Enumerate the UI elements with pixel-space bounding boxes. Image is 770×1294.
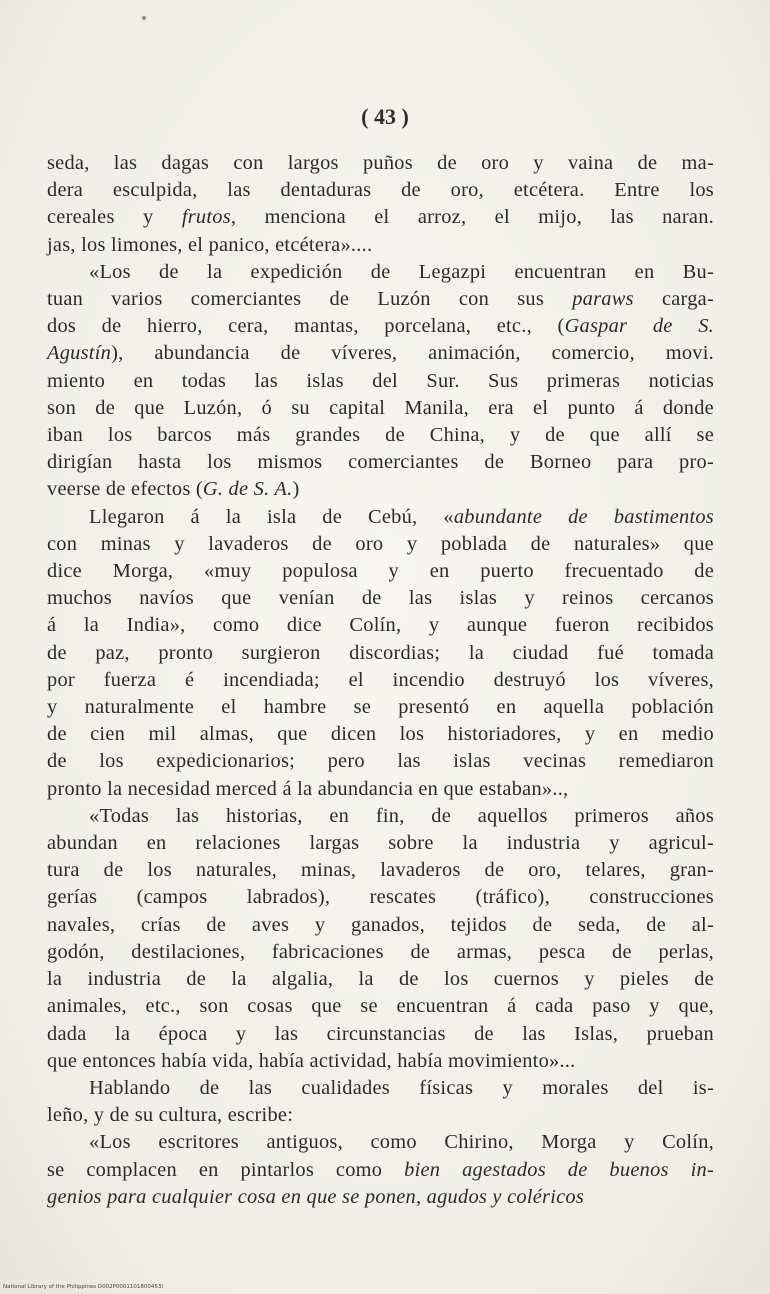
text-line — [47, 612, 714, 639]
text-span: «Todas las historias, en fin, de aquellos primeros años — [89, 804, 714, 827]
text-span: con minas y lavaderos de oro y poblada de naturales» que — [47, 532, 714, 555]
text-line — [47, 776, 714, 803]
text-span: godón, destilaciones, fabricaciones de armas, pesca de perlas, — [47, 940, 714, 963]
text-span: que entonces había vida, había actividad, había movimiento»... — [47, 1049, 576, 1072]
text-span: de paz, pronto surgieron discordias; la ciudad fué tomada — [47, 641, 714, 664]
text-span: seda, las dagas con largos puños de oro y vaina de ma- — [47, 152, 714, 174]
text-span: Llegaron á la isla de Cebú, « — [89, 505, 454, 528]
text-line — [47, 204, 714, 231]
text-span: leño, y de su cultura, escribe: — [47, 1104, 294, 1127]
text-line — [47, 232, 714, 259]
text-span: gerías (campos labrados), rescates (tráfico), construcciones — [47, 886, 714, 909]
text-span: «Los de la expedición de Legazpi encuentran en Bu- — [89, 260, 714, 283]
italic-span: paraws — [572, 288, 634, 311]
text-span: la industria de la algalia, la de los cuernos y pieles de — [47, 968, 714, 991]
text-line — [47, 449, 714, 476]
text-line — [47, 259, 714, 286]
text-span: cereales y — [47, 206, 182, 229]
italic-span: Agustín — [47, 342, 112, 365]
text-span: son de que Luzón, ó su capital Manila, era el punto á donde — [47, 396, 714, 419]
text-line — [47, 884, 714, 911]
text-span: , menciona el arroz, el mijo, las naran. — [230, 206, 714, 229]
text-span: de cien mil almas, que dicen los historiadores, y en medio — [47, 723, 714, 746]
text-line — [47, 177, 714, 204]
text-line — [47, 1184, 714, 1211]
text-line — [47, 939, 714, 966]
italic-span: bien agestados de buenos in- — [404, 1158, 714, 1181]
text-line — [47, 1157, 714, 1184]
italic-span: Gaspar de S. — [564, 315, 714, 338]
text-line — [47, 1075, 714, 1102]
text-line — [47, 640, 714, 667]
text-line — [47, 1021, 714, 1048]
text-span: y naturalmente el hambre se presentó en aquella población — [47, 696, 714, 719]
italic-span: G. de S. A. — [202, 478, 293, 501]
text-line — [47, 993, 714, 1020]
text-span: miento en todas las islas del Sur. Sus primeras noticias — [47, 369, 714, 392]
italic-span: abundante de bastimentos — [453, 505, 714, 528]
text-line — [47, 694, 714, 721]
text-span: dirigían hasta los mismos comerciantes de Borneo para pro- — [47, 451, 714, 474]
text-span: se complacen en pintarlos como — [47, 1158, 405, 1181]
text-span: tura de los naturales, minas, lavaderos de oro, telares, gran- — [47, 859, 714, 882]
text-span: tuan varios comerciantes de Luzón con sus — [47, 288, 573, 311]
text-line — [47, 531, 714, 558]
text-line — [47, 912, 714, 939]
text-line — [47, 1129, 714, 1156]
text-line — [47, 395, 714, 422]
text-span: dada la época y las circunstancias de las Islas, prueban — [47, 1022, 714, 1045]
italic-span: genios para cualquier cosa en que se ponen, agudos y coléricos — [47, 1185, 585, 1208]
italic-span: frutos — [181, 206, 231, 229]
text-line — [47, 368, 714, 395]
text-span: animales, etc., son cosas que se encuentran á cada paso y que, — [47, 995, 714, 1018]
text-line — [47, 422, 714, 449]
text-line — [47, 504, 714, 531]
text-span: pronto la necesidad merced á la abundancia en que estaban».., — [47, 777, 569, 800]
text-span: abundan en relaciones largas sobre la industria y agricul- — [47, 832, 714, 855]
library-footer: National Library of the Philippines D002P0001101800453I — [3, 1284, 164, 1290]
text-span: dos de hierro, cera, mantas, porcelana, etc., ( — [47, 315, 565, 338]
text-span: ), abundancia de víveres, animación, comercio, movi. — [111, 342, 714, 365]
text-span: «Los escritores antiguos, como Chirino, Morga y Colín, — [89, 1131, 714, 1154]
text-span: muchos navíos que venían de las islas y reinos cercanos — [47, 587, 714, 610]
text-span: por fuerza é incendiada; el incendio destruyó los víveres, — [47, 668, 714, 691]
body-text — [47, 150, 714, 1211]
text-line — [47, 585, 714, 612]
text-line — [47, 1102, 714, 1129]
scan-speck — [142, 16, 146, 20]
text-span: carga- — [633, 288, 714, 311]
text-line — [47, 667, 714, 694]
text-span: navales, crías de aves y ganados, tejidos de seda, de al- — [47, 913, 714, 936]
text-line — [47, 1048, 714, 1075]
text-line — [47, 857, 714, 884]
text-line — [47, 476, 714, 503]
text-span: dice Morga, «muy populosa y en puerto frecuentado de — [47, 560, 714, 583]
text-span: iban los barcos más grandes de China, y de que allí se — [47, 424, 714, 447]
text-line — [47, 803, 714, 830]
text-line — [47, 286, 714, 313]
text-line — [47, 340, 714, 367]
text-span: dera esculpida, las dentaduras de oro, etcétera. Entre los — [47, 179, 714, 202]
text-span: á la India», como dice Colín, y aunque fueron recibidos — [47, 614, 714, 637]
text-line — [47, 150, 714, 177]
text-line — [47, 721, 714, 748]
text-span: ) — [292, 478, 300, 501]
page-number: ( 43 ) — [361, 104, 409, 129]
text-span: Hablando de las cualidades físicas y morales del is- — [89, 1076, 714, 1099]
text-span: jas, los limones, el panico, etcétera».... — [47, 233, 373, 256]
text-line — [47, 966, 714, 993]
text-span: veerse de efectos ( — [47, 478, 203, 501]
text-span: de los expedicionarios; pero las islas vecinas remediaron — [47, 750, 714, 773]
text-line — [47, 748, 714, 775]
text-line — [47, 313, 714, 340]
text-line — [47, 558, 714, 585]
text-line — [47, 830, 714, 857]
